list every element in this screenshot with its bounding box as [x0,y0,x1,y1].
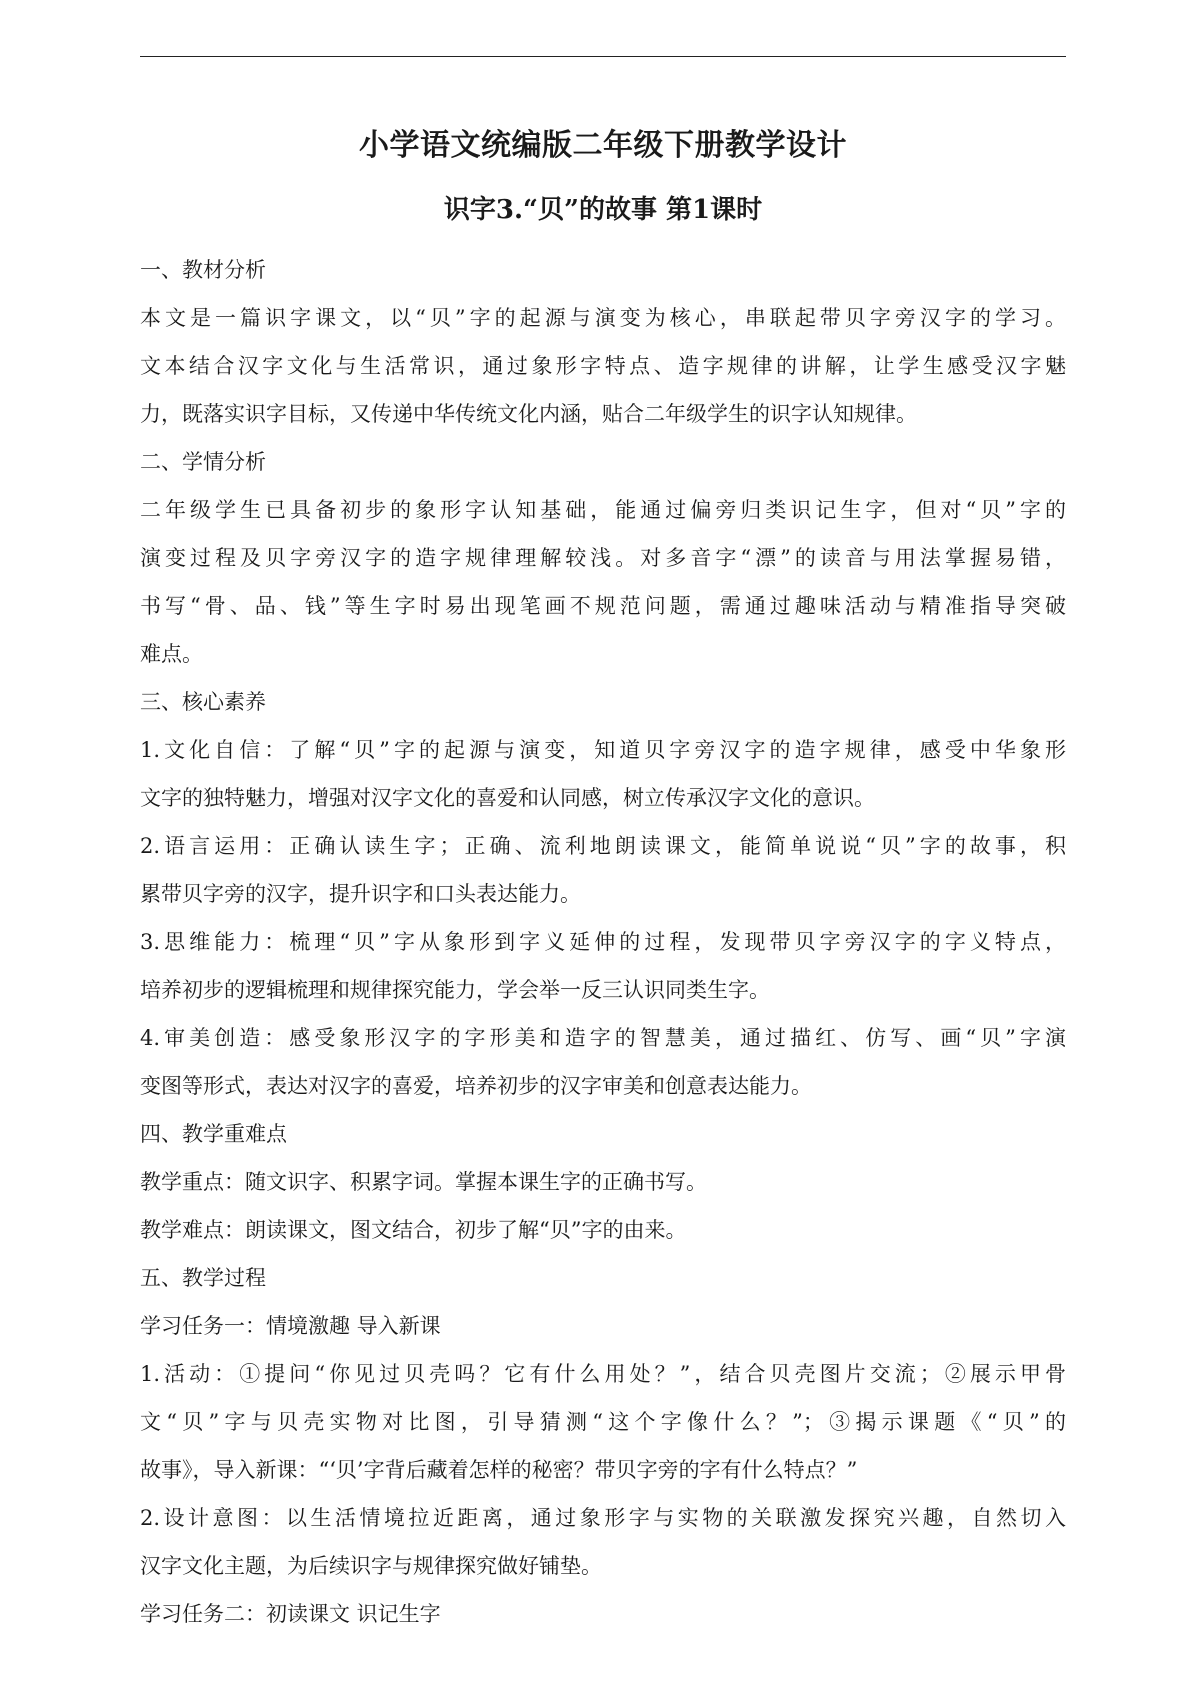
header-rule [140,56,1066,57]
document-body [140,246,1066,1638]
body-line: 汉字文化主题，为后续识字与规律探究做好铺垫。 [140,1554,602,1578]
body-line: 难点。 [140,642,203,666]
body-line: 2.设计意图：以生活情境拉近距离，通过象形字与实物的关联激发探究兴趣，自然切入 [140,1506,1066,1530]
body-line: 教学难点：朗读课文，图文结合，初步了解“贝”字的由来。 [140,1218,687,1242]
body-line: 累带贝字旁的汉字，提升识字和口头表达能力。 [140,882,581,906]
body-line: 2.语言运用：正确认读生字；正确、流利地朗读课文，能简单说说“贝”字的故事，积 [140,834,1066,858]
body-line: 一、教材分析 [140,258,266,282]
body-line: 四、教学重难点 [140,1122,287,1146]
body-line: 二、学情分析 [140,450,266,474]
body-line: 变图等形式，表达对汉字的喜爱，培养初步的汉字审美和创意表达能力。 [140,1074,812,1098]
body-line: 故事》，导入新课：“‘贝’字背后藏着怎样的秘密？带贝字旁的字有什么特点？” [140,1458,858,1482]
document-page [140,0,1066,1696]
body-line: 演变过程及贝字旁汉字的造字规律理解较浅。对多音字“漂”的读音与用法掌握易错， [140,546,1066,570]
body-line: 力，既落实识字目标，又传递中华传统文化内涵，贴合二年级学生的识字认知规律。 [140,402,917,426]
body-line: 文字的独特魅力，增强对汉字文化的喜爱和认同感，树立传承汉字文化的意识。 [140,786,875,810]
body-line: 学习任务二：初读课文 识记生字 [140,1602,441,1626]
body-line: 本文是一篇识字课文，以“贝”字的起源与演变为核心，串联起带贝字旁汉字的学习。 [140,306,1066,330]
body-line: 二年级学生已具备初步的象形字认知基础，能通过偏旁归类识记生字，但对“贝”字的 [140,498,1066,522]
body-line: 书写“骨、品、钱”等生字时易出现笔画不规范问题，需通过趣味活动与精准指导突破 [140,594,1066,618]
body-line: 文本结合汉字文化与生活常识，通过象形字特点、造字规律的讲解，让学生感受汉字魅 [140,354,1066,378]
body-line: 培养初步的逻辑梳理和规律探究能力，学会举一反三认识同类生字。 [140,978,770,1002]
body-line: 1.文化自信：了解“贝”字的起源与演变，知道贝字旁汉字的造字规律，感受中华象形 [140,738,1066,762]
body-line: 学习任务一：情境激趣 导入新课 [140,1314,441,1338]
body-line: 五、教学过程 [140,1266,266,1290]
document-title: 小学语文统编版二年级下册教学设计 [359,128,847,163]
body-line: 三、核心素养 [140,690,266,714]
body-line: 1.活动：①提问“你见过贝壳吗？它有什么用处？”，结合贝壳图片交流；②展示甲骨 [140,1362,1066,1386]
lesson-subtitle: 识字3.“贝”的故事 第1课时 [443,195,763,225]
body-line: 文“贝”字与贝壳实物对比图，引导猜测“这个字像什么？”；③揭示课题《“贝”的 [140,1410,1066,1434]
body-line: 3.思维能力：梳理“贝”字从象形到字义延伸的过程，发现带贝字旁汉字的字义特点， [140,930,1066,954]
body-line: 教学重点：随文识字、积累字词。掌握本课生字的正确书写。 [140,1170,707,1194]
body-line: 4.审美创造：感受象形汉字的字形美和造字的智慧美，通过描红、仿写、画“贝”字演 [140,1026,1066,1050]
